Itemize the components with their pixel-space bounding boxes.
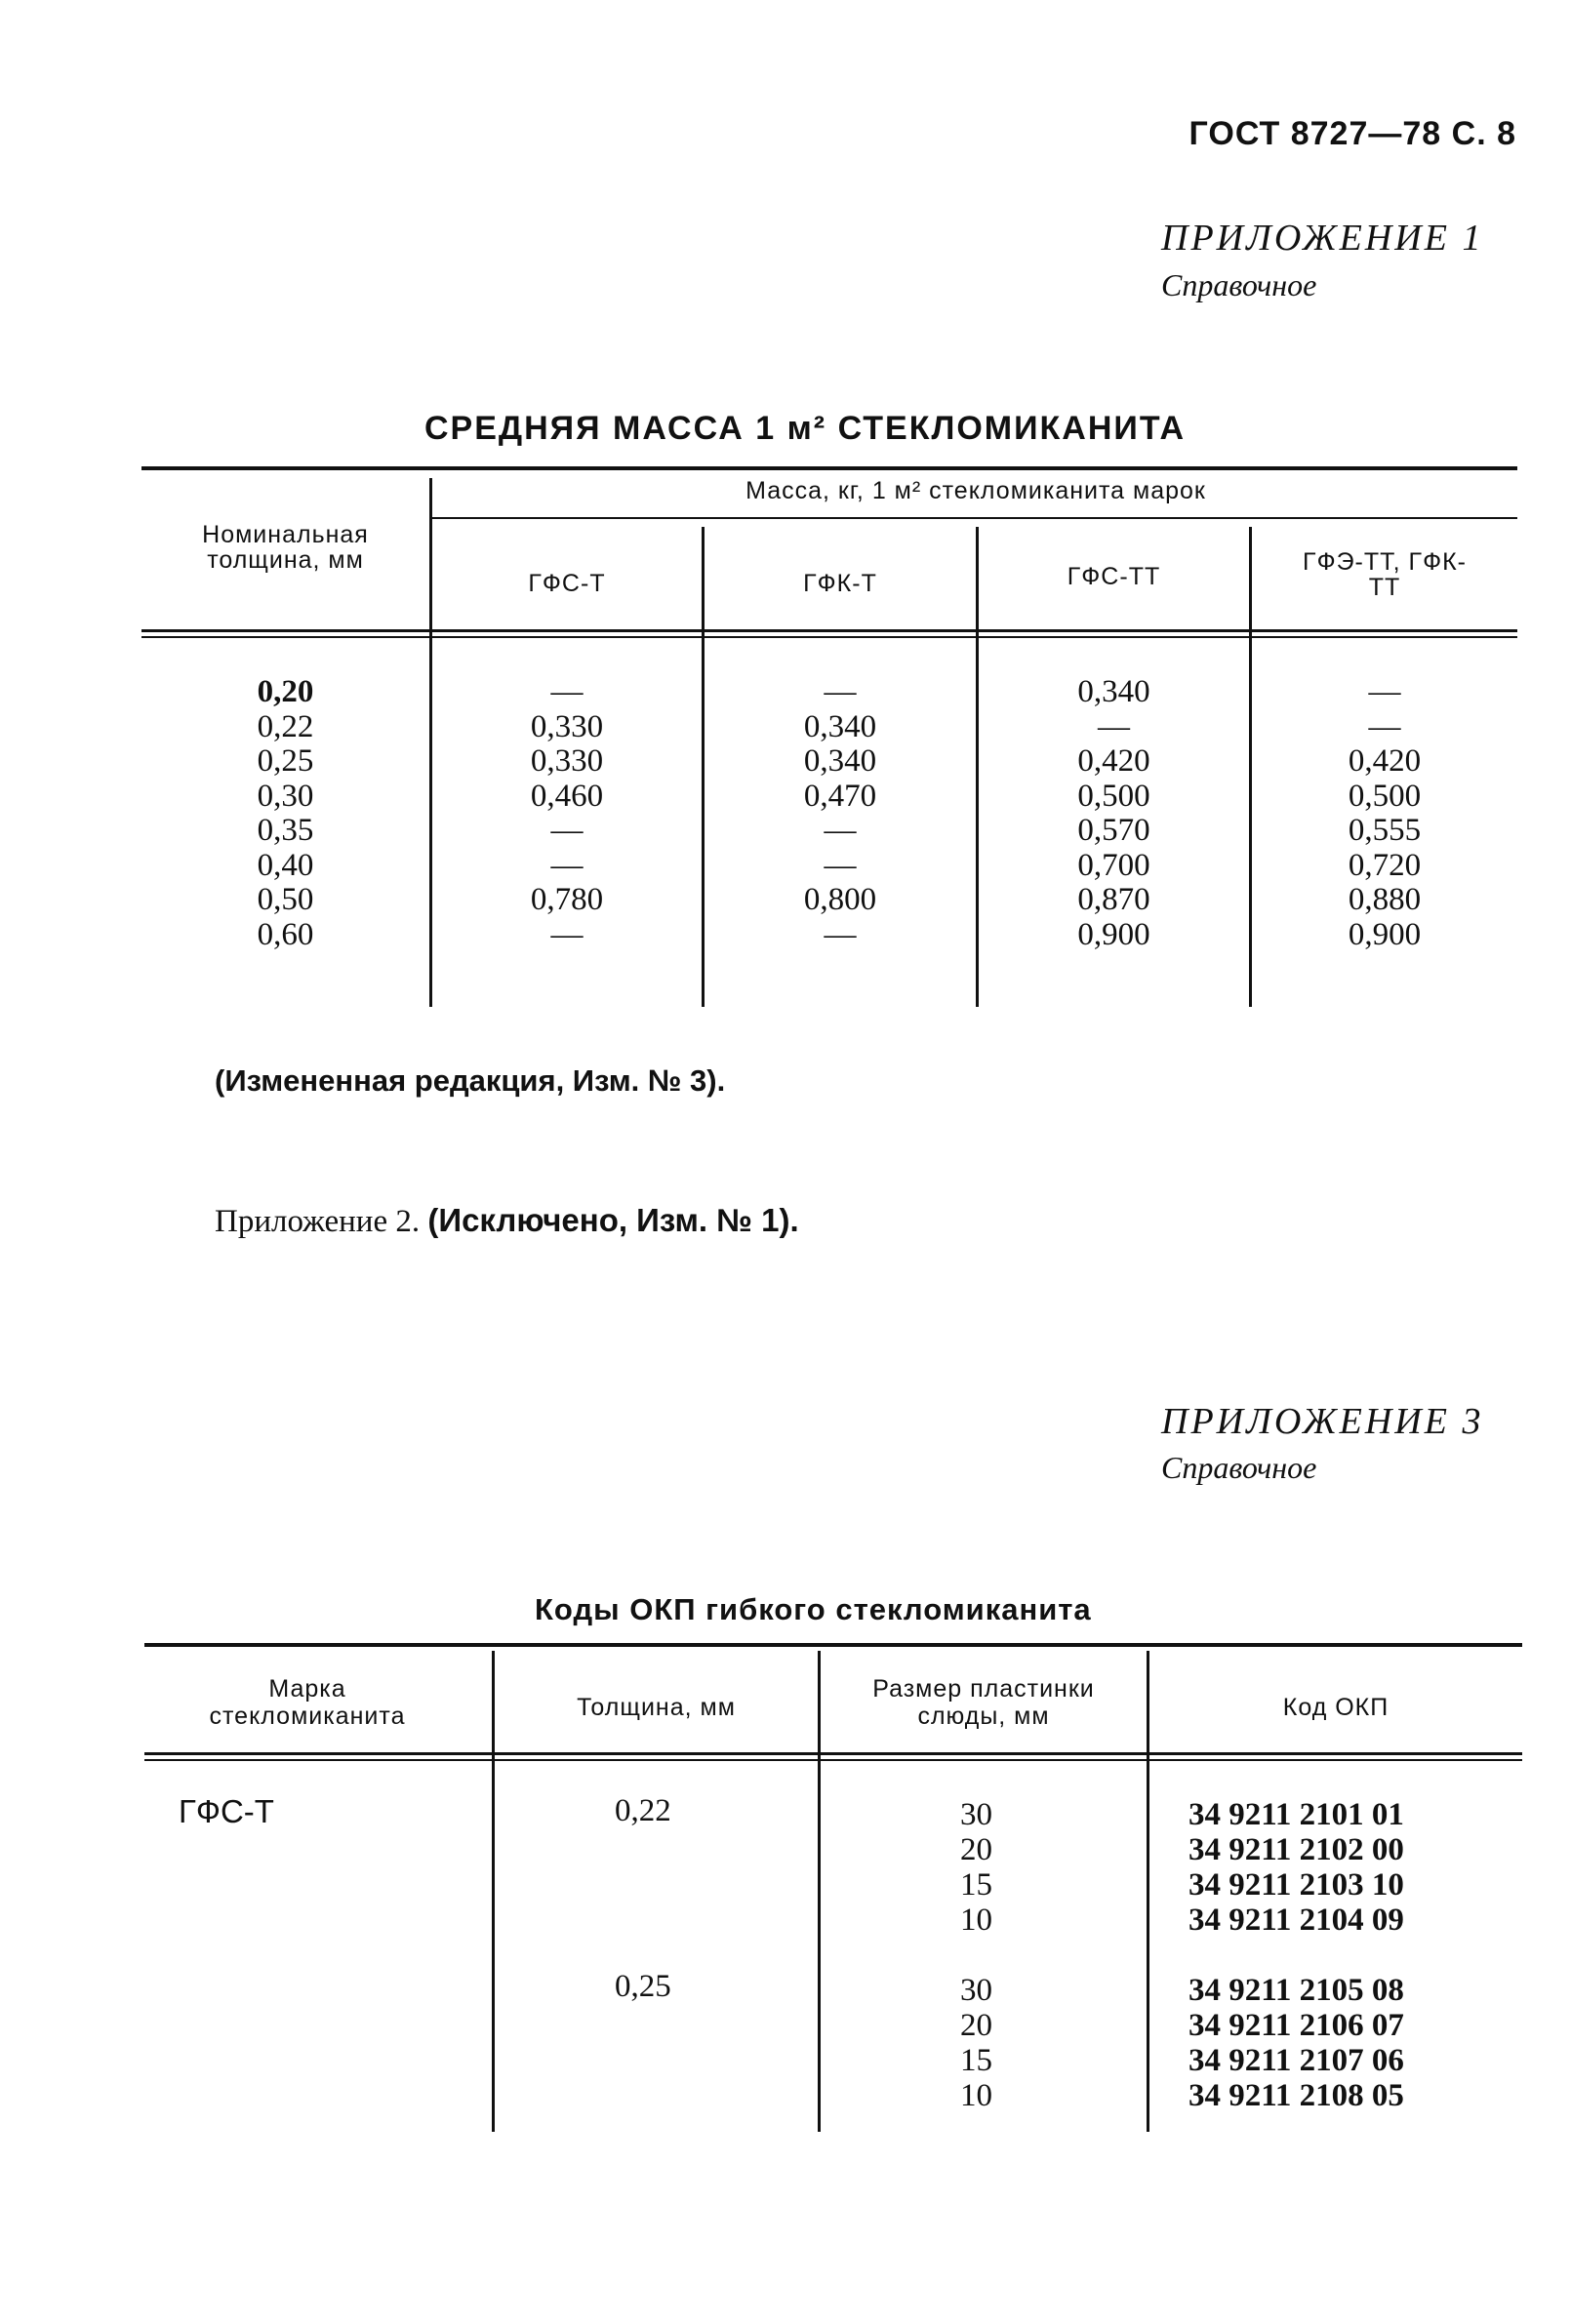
appendix-1-title: ПРИЛОЖЕНИЕ 1 (1161, 218, 1484, 259)
table-2-code-cell: 34 9211 2107 06 (1188, 2043, 1404, 2078)
table-1-value-cell: — (824, 813, 857, 848)
table-1-thickness-cell: 0,20 (257, 674, 314, 709)
table-1-thickness-cell: 0,22 (257, 708, 314, 744)
table-1-value-cell: 0,340 (803, 708, 877, 744)
table-1-value-cell: 0,900 (1348, 916, 1422, 952)
table-1-value-cell: 0,330 (530, 708, 604, 744)
table-2-size-cell: 15 (960, 2043, 992, 2078)
table-1-thickness-cell: 0,30 (257, 778, 314, 814)
table-2-size-cell: 20 (960, 1832, 992, 1867)
table-1-value-cell: — (824, 674, 857, 709)
table-1-group-header: Масса, кг, 1 м² стекломиканита марок (745, 477, 1206, 504)
table-1-value-cell: 0,420 (1077, 743, 1150, 779)
table-1-value-cell: 0,420 (1348, 743, 1422, 779)
table-1-value-cell: 0,720 (1348, 847, 1422, 883)
table-1-value-cell: 0,340 (1077, 674, 1150, 709)
table-2-size-cell: 30 (960, 1797, 992, 1832)
table-2-thickness-cell: 0,22 (615, 1793, 671, 1828)
table-1-col-header-3: ГФЭ-ТТ, ГФК-ТТ (1303, 548, 1467, 602)
table-2-code-cell: 34 9211 2103 10 (1188, 1867, 1404, 1903)
table-1-value-cell: 0,555 (1348, 813, 1422, 848)
table-1-thickness-cell: 0,35 (257, 813, 314, 848)
table-2-divider-3 (1147, 1651, 1149, 2132)
table-1-value-cell: — (824, 847, 857, 883)
table-1-thickness-cell: 0,25 (257, 743, 314, 779)
table-2-size-cell: 10 (960, 2078, 992, 2113)
table-1-value-cell: 0,500 (1348, 778, 1422, 814)
table-1-top-rule (141, 466, 1517, 470)
table-2-header-rule-a (144, 1752, 1522, 1755)
table-2-code-cell: 34 9211 2106 07 (1188, 2008, 1404, 2043)
table-1-title: СРЕДНЯЯ МАССА 1 м² СТЕКЛОМИКАНИТА (424, 410, 1187, 447)
table-1-stub-header: Номинальная толщина, мм (202, 521, 369, 575)
table-2-code-cell: 34 9211 2105 08 (1188, 1973, 1404, 2008)
table-1-header-rule-b (141, 636, 1517, 638)
appendix-1-subtitle: Справочное (1161, 267, 1317, 302)
table-2-title: Коды ОКП гибкого стекломиканита (535, 1592, 1092, 1626)
table-1-value-cell: — (824, 916, 857, 952)
table-1-value-cell: — (550, 847, 584, 883)
table-2-size-cell: 10 (960, 1903, 992, 1938)
appendix-3-title: ПРИЛОЖЕНИЕ 3 (1161, 1401, 1484, 1442)
table-1-value-cell: 0,880 (1348, 882, 1422, 917)
table-2-grade: ГФС-Т (179, 1793, 274, 1829)
table-1-value-cell: — (550, 813, 584, 848)
table-1-value-cell: 0,700 (1077, 847, 1150, 883)
table-2-code-cell: 34 9211 2108 05 (1188, 2078, 1404, 2113)
table-1-value-cell: — (1098, 708, 1130, 744)
table-1-col-header-1: ГФК-Т (803, 570, 877, 597)
table-1-value-cell: 0,780 (530, 882, 604, 917)
table-2-thickness-cell: 0,25 (615, 1969, 671, 2004)
table-1-value-cell: — (1368, 674, 1401, 709)
appendix-3-subtitle: Справочное (1161, 1450, 1317, 1485)
table-2-divider-1 (492, 1651, 495, 2132)
table-2-header-grade: Марка стекломиканита (209, 1675, 406, 1730)
table-2-code-cell: 34 9211 2101 01 (1188, 1797, 1404, 1832)
table-1-value-cell: 0,340 (803, 743, 877, 779)
table-1-col-header-0: ГФС-Т (528, 570, 606, 597)
table-1-thickness-cell: 0,50 (257, 882, 314, 917)
table-2-size-cell: 20 (960, 2008, 992, 2043)
note-appendix-2 (215, 1202, 799, 1240)
table-1-value-cell: 0,330 (530, 743, 604, 779)
note-appendix-2-status: (Исключено, Изм. № 1). (427, 1202, 799, 1238)
table-2-code-cell: 34 9211 2104 09 (1188, 1903, 1404, 1938)
table-1-value-cell: 0,570 (1077, 813, 1150, 848)
table-1-value-cell: — (1368, 708, 1401, 744)
table-1-value-cell: 0,900 (1077, 916, 1150, 952)
table-1-col-header-2: ГФС-ТТ (1067, 563, 1161, 590)
table-2-header-size: Размер пластинки слюды, мм (872, 1675, 1095, 1730)
table-1-value-cell: — (550, 674, 584, 709)
table-2-header-thickness: Толщина, мм (577, 1694, 736, 1721)
table-1-value-cell: 0,870 (1077, 882, 1150, 917)
table-2-header-code: Код ОКП (1282, 1694, 1390, 1721)
table-1-value-cell: 0,800 (803, 882, 877, 917)
table-1-header-rule-a (141, 629, 1517, 632)
page-header: ГОСТ 8727—78 С. 8 (1188, 115, 1516, 152)
table-2-size-cell: 30 (960, 1973, 992, 2008)
table-1-group-rule (429, 517, 1517, 519)
table-1-value-cell: — (550, 916, 584, 952)
table-1-value-cell: 0,470 (803, 778, 877, 814)
note-edition: (Измененная редакция, Изм. № 3). (215, 1063, 726, 1098)
table-1-value-cell: 0,500 (1077, 778, 1150, 814)
table-1-thickness-cell: 0,40 (257, 847, 314, 883)
table-2-header-rule-b (144, 1759, 1522, 1761)
table-1-value-cell: 0,460 (530, 778, 604, 814)
table-2-top-rule (144, 1643, 1522, 1647)
table-1-thickness-cell: 0,60 (257, 916, 314, 952)
table-2-size-cell: 15 (960, 1867, 992, 1903)
note-appendix-2-prefix: Приложение 2. (215, 1204, 421, 1239)
table-2-code-cell: 34 9211 2102 00 (1188, 1832, 1404, 1867)
